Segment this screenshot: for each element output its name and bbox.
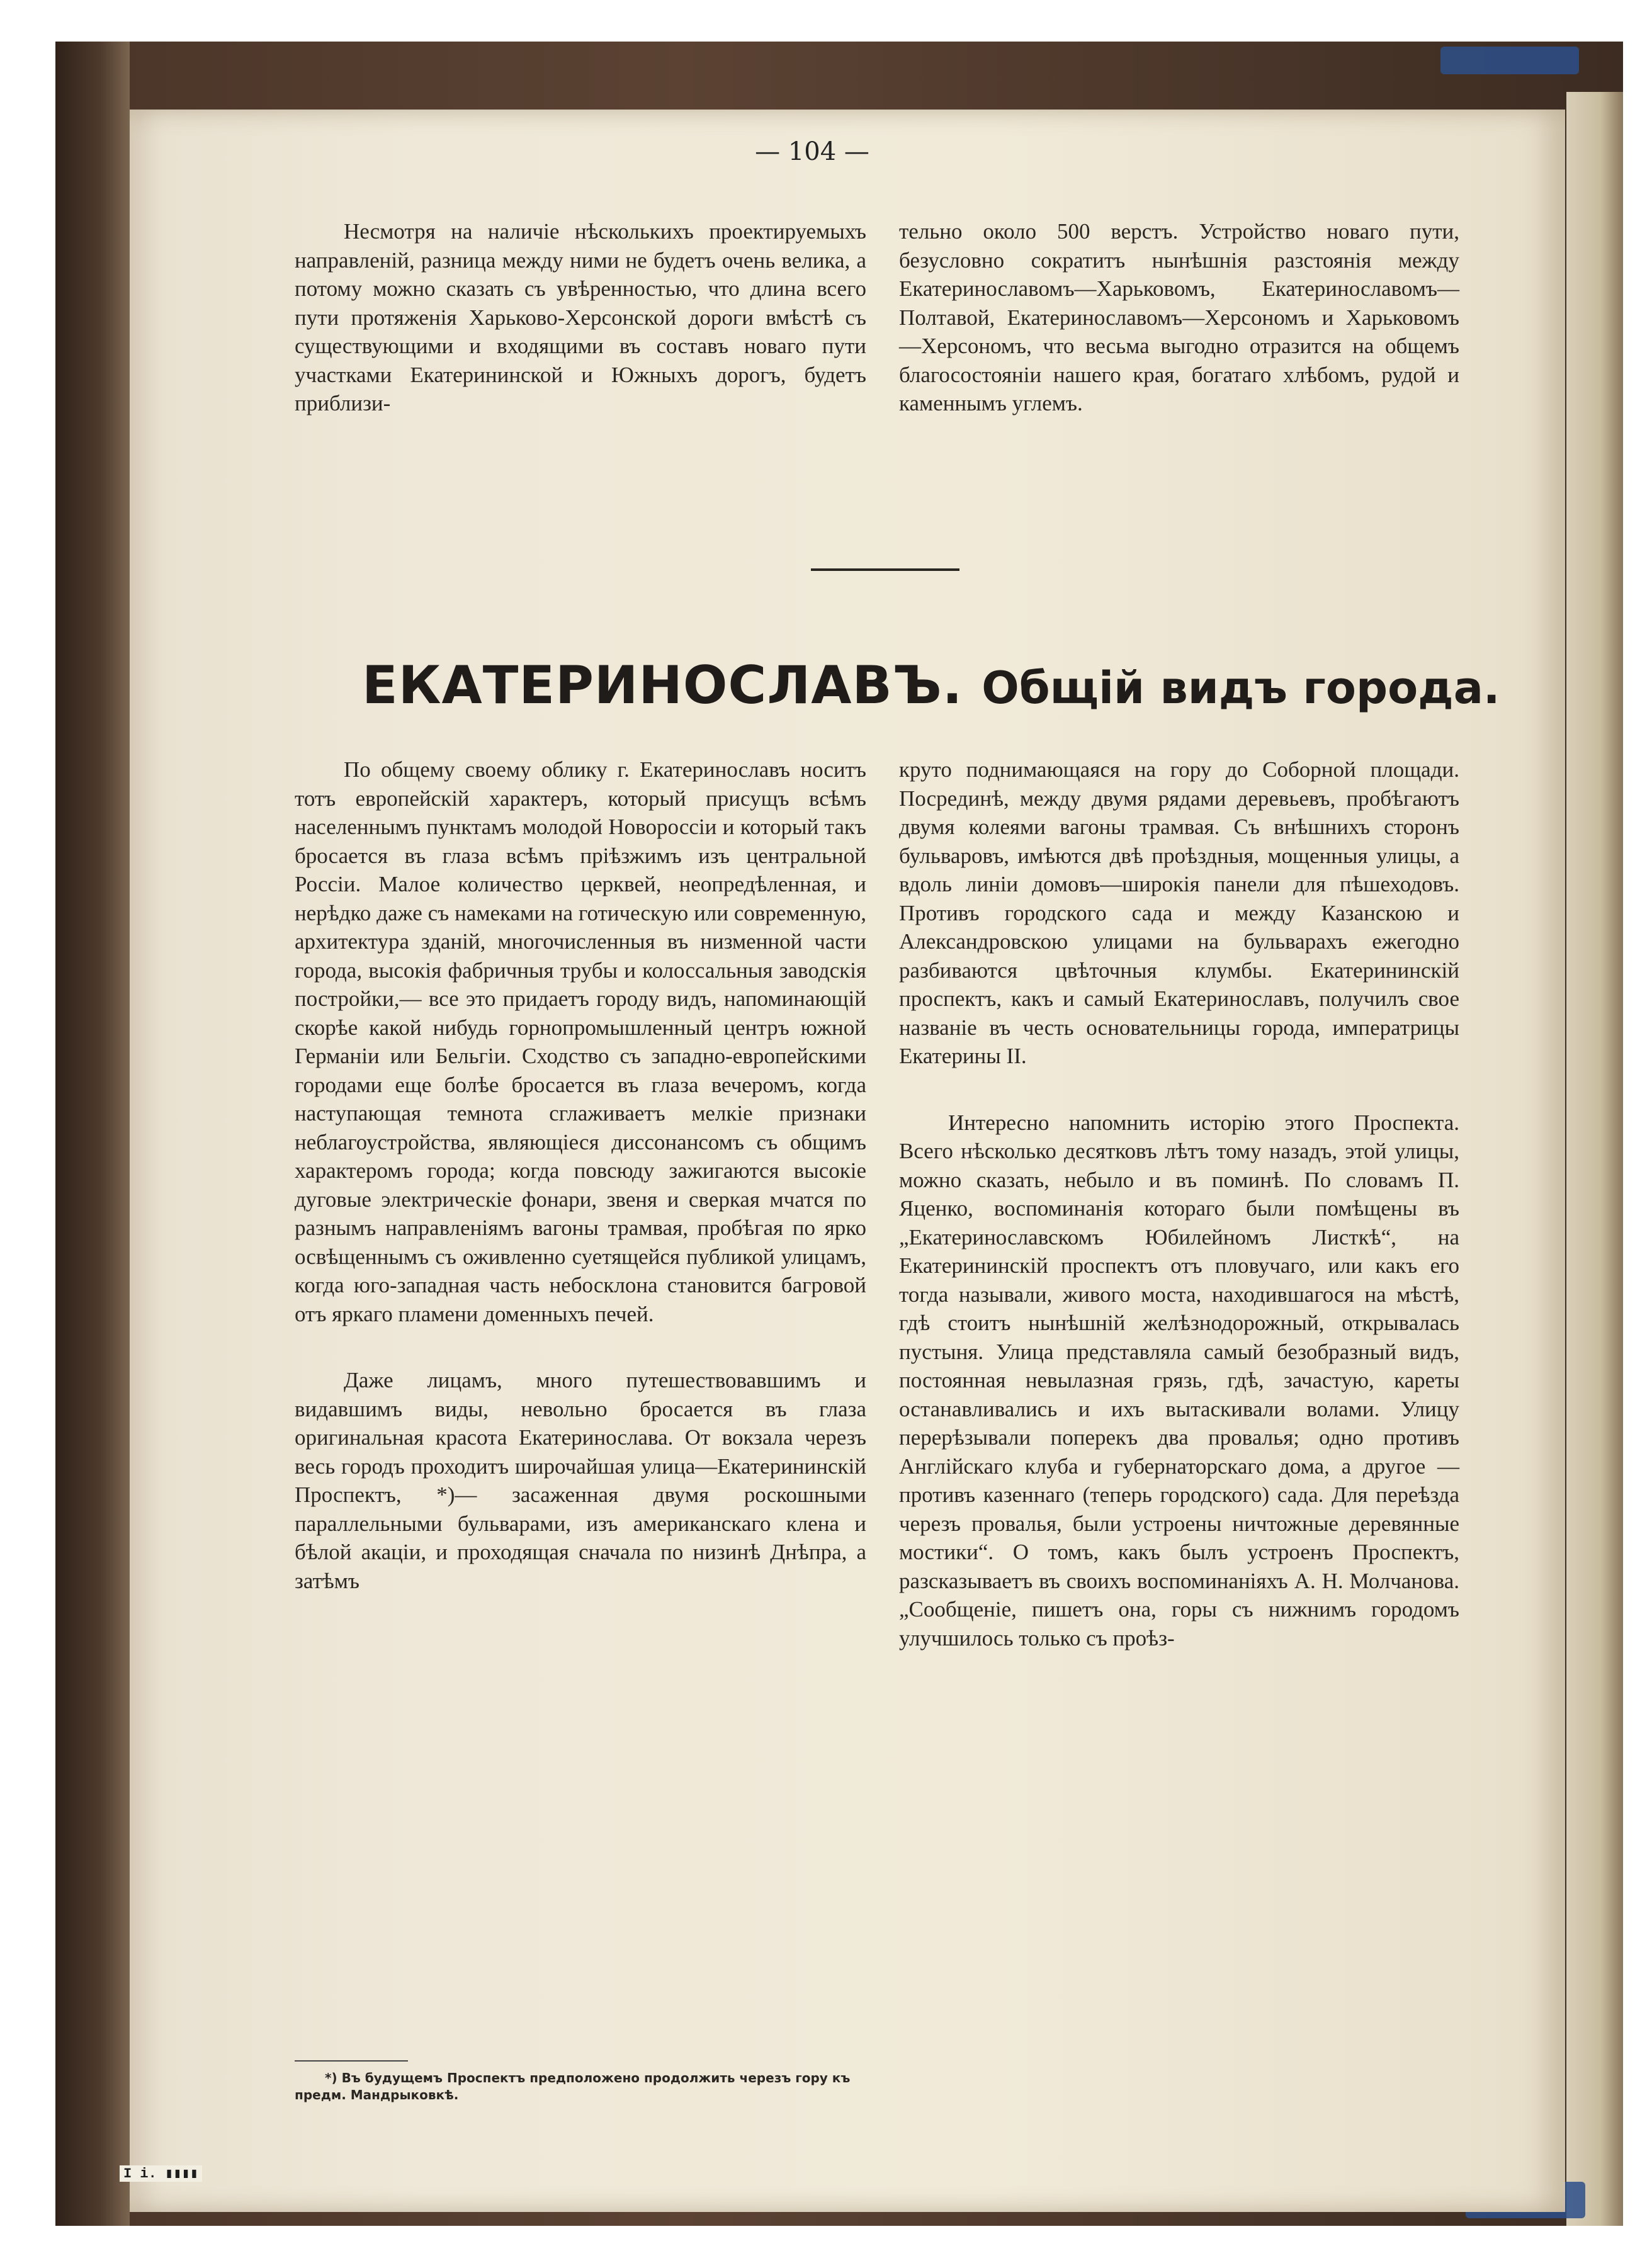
page-number: — 104 — (755, 137, 869, 166)
library-stamp: I i. ▮▮▮▮ (120, 2165, 202, 2182)
top-left-column (295, 217, 866, 418)
article-title (362, 655, 1500, 716)
title-city: ЕКАТЕРИНОСЛАВЪ. (362, 655, 963, 716)
top-right-column (899, 217, 1459, 418)
top-left-paragraph: Несмотря на наличіе нѣсколькихъ проектируемыхъ направленій, разница между ними не будетъ очень велика, а потому можно сказать съ увѣренностью, что длина всего пути протяженія Харьково-Херсонской дороги вмѣстѣ съ существующими и входящими въ составъ новаго пути участками Екатерининской и Южныхъ дорогъ, будетъ приблизи- (295, 219, 866, 415)
right-column (899, 755, 1459, 1652)
next-page-edge (1566, 92, 1623, 2226)
footnote: *) Въ будущемъ Проспектъ предположено продолжить черезъ гору къ предм. Мандрыковкѣ. (295, 2070, 851, 2102)
left-paragraph-2: Даже лицамъ, много путешествовавшимъ и видавшимъ виды, невольно бросается въ глаза оригинальная красота Екатеринослава. От вокзала черезъ весь городъ проходитъ широчайшая улица—Екатерининскій Проспектъ, *)— засаженная двумя роскошными параллельными бульварами, изъ американскаго клена и бѣлой акаціи, и проходящая сначала по низинѣ Днѣпра, а затѣмъ (295, 1368, 866, 1593)
left-paragraph-1: По общему своему облику г. Екатеринославъ носитъ тотъ европейскій характеръ, который присущъ всѣмъ населеннымъ пунктамъ молодой Новороссіи и который такъ бросается въ глаза всѣмъ пріѣзжимъ изъ центральной Россіи. Малое количество церквей, неопредѣленная, и нерѣдко даже съ намеками на готическую или современную, архитектура зданій, многочисленныя въ низменной части города, высокія фабричныя трубы и колоссальныя заводскія постройки,— все это придаетъ городу видъ, напоминающій скорѣе какой нибудь горнопромышленный центръ южной Германіи или Бельгіи. Сходство съ западно-европейскими городами еще болѣе бросается въ глаза вечеромъ, когда наступающая темнота сглаживаетъ мелкіе признаки неблагоустройства, являющіеся диссонансомъ съ общимъ характеромъ города; когда повсюду зажигаются высокіе дуговые электрическіе фонари, звеня и сверкая мчатся по разнымъ направленіямъ вагоны трамвая, пробѣгая по ярко освѣщеннымъ съ оживленно суетящейся публикой улицамъ, когда юго-западная часть небосклона становится багровой отъ яркаго пламени доменныхъ печей. (295, 757, 866, 1326)
right-paragraph-2: Интересно напомнить исторію этого Проспекта. Всего нѣсколько десятковъ лѣтъ тому назадъ, этой улицы, можно сказать, небыло и въ поминѣ. По словамъ П. Яценко, воспоминанія котораго были помѣщены въ „Екатеринославскомъ Юбилейномъ Листкѣ“, на Екатерининскій проспектъ отъ пловучаго, или какъ его тогда называли, живого моста, находившагося на мѣстѣ, гдѣ стоитъ нынѣшній желѣзнодорожный, открывалась пустыня. Улица представляла самый безобразный видъ, постоянная невылазная грязь, гдѣ, зачастую, кареты останавливались и ихъ вытаскивали волами. Улицу перерѣзывали поперекъ два провалья; одно противъ Англійскаго клуба и губернаторскаго дома, а другое —противъ казеннаго (теперь городского) сада. Для переѣзда черезъ провалья, были устроены ничтожные деревянные мостики“. О томъ, какъ былъ устроенъ Проспектъ, разсказываетъ въ своихъ воспоминаніяхъ А. Н. Молчанова. „Сообщеніе, пишетъ она, горы съ нижнимъ городомъ улучшилось только съ проѣз- (899, 1110, 1459, 1650)
ribbon-top (1440, 47, 1579, 74)
top-right-paragraph: тельно около 500 верстъ. Устройство новаго пути, безусловно сократитъ нынѣшнія разстоянія между Екатеринославомъ—Харьковомъ, Екатеринославомъ—Полтавой, Екатеринославомъ—Херсономъ и Харьковомъ—Херсономъ, что весьма выгодно отразится на общемъ благосостояніи нашего края, богатаго хлѣбомъ, рудой и каменнымъ углемъ. (899, 219, 1459, 415)
right-paragraph-1: круто поднимающаяся на гору до Соборной площади. Посрединѣ, между двумя рядами деревьевъ, пробѣгаютъ двумя колеями вагоны трамвая. Съ внѣшнихъ сторонъ бульваровъ, имѣются двѣ проѣздныя, мощенныя улицы, а вдоль линіи домовъ—широкія панели для пѣшеходовъ. Противъ городского сада и между Казанскою и Александровскою улицами на бульварахъ ежегодно разбиваются цвѣточныя клумбы. Екатерининскій проспектъ, какъ и самый Екатеринославъ, получилъ свое названіе въ честь основательницы города, императрицы Екатерины II. (899, 757, 1459, 1068)
title-subtitle: Общій видъ города. (982, 662, 1500, 714)
book-binding (55, 42, 130, 2226)
section-divider (811, 568, 959, 571)
left-column (295, 755, 866, 1595)
footnote-rule (295, 2060, 408, 2062)
